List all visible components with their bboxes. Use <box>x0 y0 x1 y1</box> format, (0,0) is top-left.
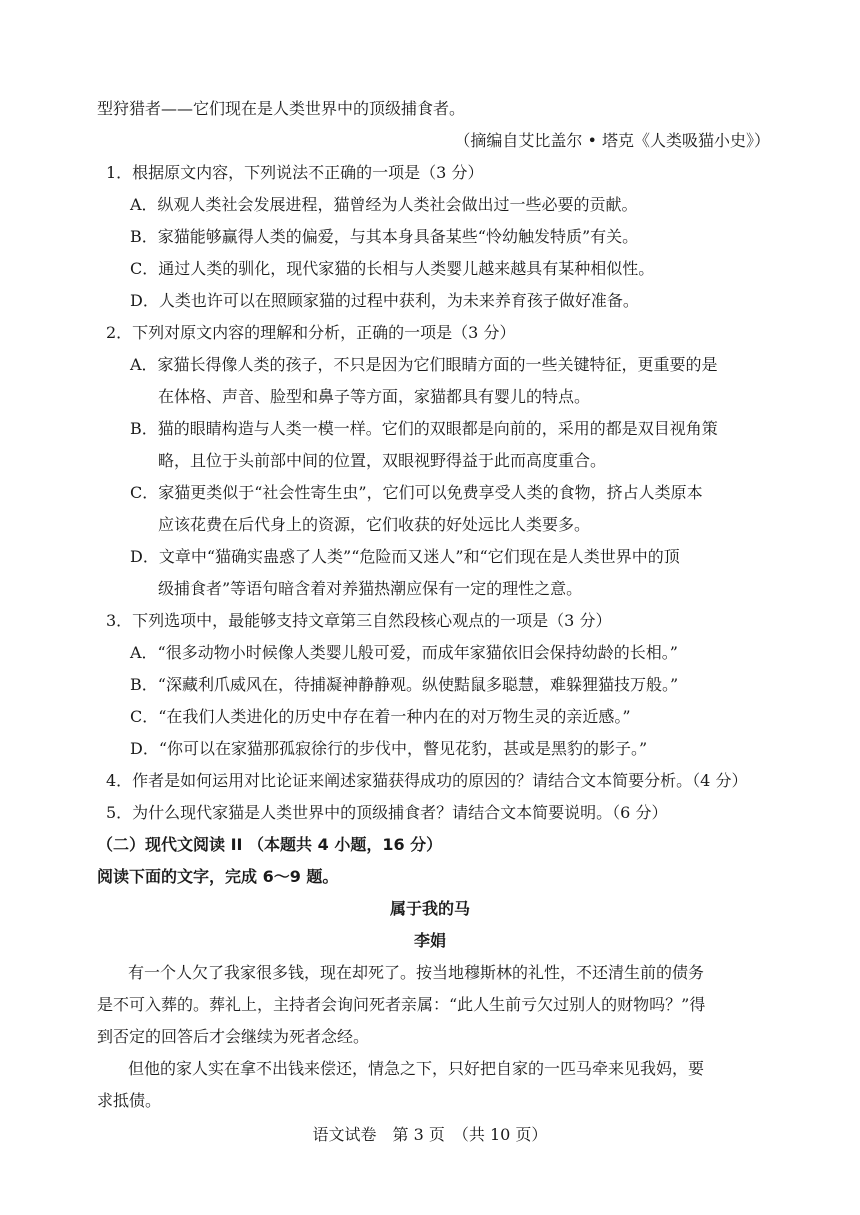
question-1-option-d: D．人类也许可以在照顾家猫的过程中获利，为未来养育孩子做好准备。 <box>130 291 639 310</box>
question-2-option-b: B．猫的眼睛构造与人类一模一样。它们的双眼都是向前的，采用的都是双目视角策 <box>130 419 718 438</box>
question-3-option-b: B．“深藏利爪威风在，待捕凝神静静观。纵使黠鼠多聪慧，难躲狸猫技万般。” <box>130 675 679 694</box>
question-1-stem: 1．根据原文内容，下列说法不正确的一项是（3 分） <box>106 163 484 182</box>
question-3-option-c: C．“在我们人类进化的历史中存在着一种内在的对万物生灵的亲近感。” <box>130 707 631 726</box>
continuation-line: 型狩猎者——它们现在是人类世界中的顶级捕食者。 <box>97 99 466 118</box>
question-1-option-b: B．家猫能够赢得人类的偏爱，与其本身具备某些“怜幼触发特质”有关。 <box>130 227 639 246</box>
question-2-option-c-cont: 应该花费在后代身上的资源，它们收获的好处远比人类要多。 <box>158 515 591 534</box>
question-1-option-c: C．通过人类的驯化，现代家猫的长相与人类婴儿越来越具有某种相似性。 <box>130 259 655 278</box>
question-2-option-a: A．家猫长得像人类的孩子，不只是因为它们眼睛方面的一些关键特征，更重要的是 <box>130 355 718 374</box>
section-heading: （二）现代文阅读 II （本题共 4 小题，16 分） <box>97 835 443 854</box>
question-2-option-c: C．家猫更类似于“社会性寄生虫”，它们可以免费享受人类的食物，挤占人类原本 <box>130 483 703 502</box>
paragraph-1-line-1: 有一个人欠了我家很多钱，现在却死了。按当地穆斯林的礼性，不还清生前的债务 <box>128 963 705 982</box>
page-footer: 语文试卷 第 3 页 （共 10 页） <box>312 1125 548 1144</box>
section-instruction: 阅读下面的文字，完成 6～9 题。 <box>97 867 339 886</box>
question-3-stem: 3．下列选项中，最能够支持文章第三自然段核心观点的一项是（3 分） <box>106 611 612 630</box>
question-4-stem: 4．作者是如何运用对比论证来阐述家猫获得成功的原因的？请结合文本简要分析。（4 分） <box>106 771 748 790</box>
question-5-stem: 5．为什么现代家猫是人类世界中的顶级捕食者？请结合文本简要说明。（6 分） <box>106 803 668 822</box>
paragraph-1-line-3: 到否定的回答后才会继续为死者念经。 <box>97 1027 370 1046</box>
article-author: 李娟 <box>413 931 446 950</box>
paragraph-2-line-1: 但他的家人实在拿不出钱来偿还，情急之下，只好把自家的一匹马牵来见我妈，要 <box>128 1059 705 1078</box>
question-3-option-a: A．“很多动物小时候像人类婴儿般可爱，而成年家猫依旧会保持幼龄的长相。” <box>130 643 678 662</box>
article-title: 属于我的马 <box>389 899 470 918</box>
source-citation: （摘编自艾比盖尔 • 塔克《人类吸猫小史》） <box>454 131 770 150</box>
paragraph-2-line-2: 求抵债。 <box>97 1091 162 1110</box>
question-2-stem: 2．下列对原文内容的理解和分析，正确的一项是（3 分） <box>106 323 516 342</box>
question-2-option-b-cont: 略，且位于头前部中间的位置，双眼视野得益于此而高度重合。 <box>158 451 607 470</box>
question-2-option-a-cont: 在体格、声音、脸型和鼻子等方面，家猫都具有婴儿的特点。 <box>158 387 591 406</box>
paragraph-1-line-2: 是不可入葬的。葬礼上，主持者会询问死者亲属：“此人生前亏欠过别人的财物吗？”得 <box>97 995 706 1014</box>
question-3-option-d: D．“你可以在家猫那孤寂徐行的步伐中，瞥见花豹，甚或是黑豹的影子。” <box>130 739 648 758</box>
question-1-option-a: A．纵观人类社会发展进程，猫曾经为人类社会做出过一些必要的贡献。 <box>130 195 638 214</box>
question-2-option-d: D．文章中“猫确实蛊惑了人类”“危险而又迷人”和“它们现在是人类世界中的顶 <box>130 547 680 566</box>
question-2-option-d-cont: 级捕食者”等语句暗含着对养猫热潮应保有一定的理性之意。 <box>158 579 583 598</box>
